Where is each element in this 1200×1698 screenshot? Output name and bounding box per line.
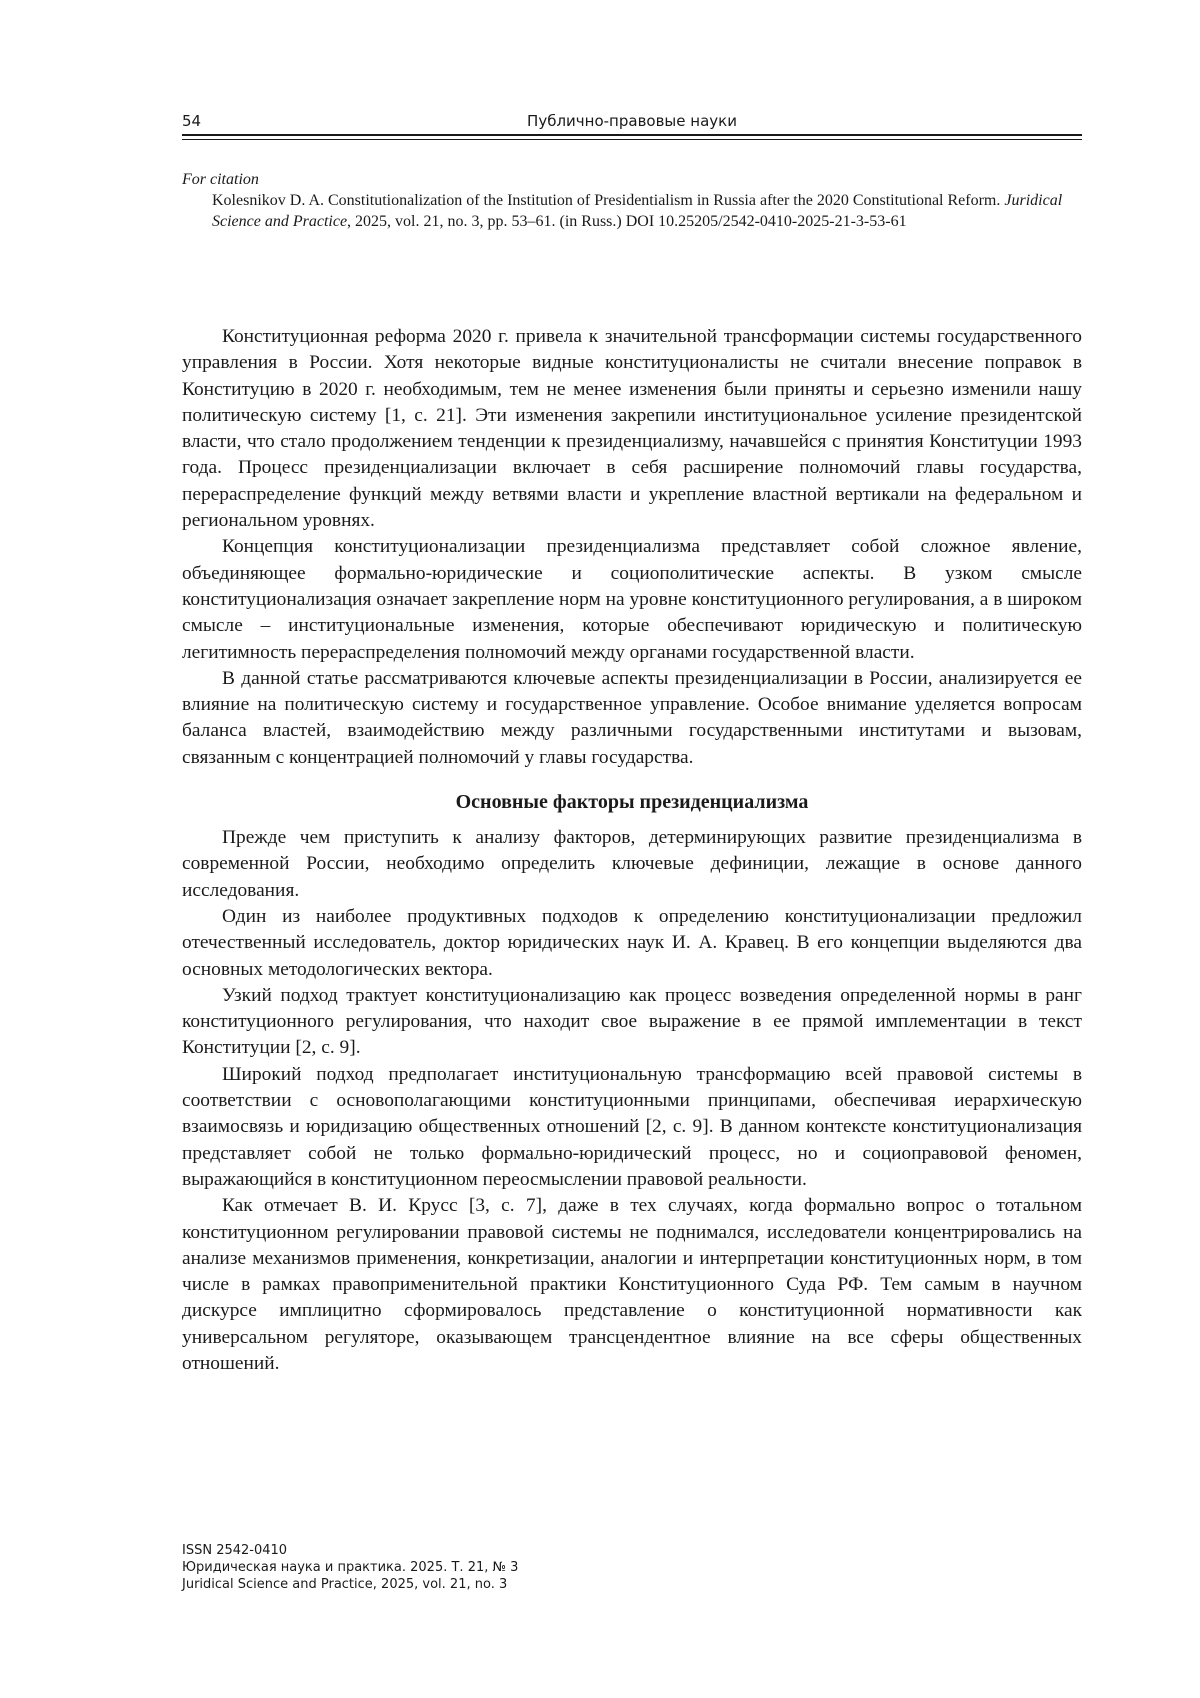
- body-paragraph: Как отмечает В. И. Крусс [3, с. 7], даже в тех случаях, когда формально вопрос о тотальном конституционном регулировании правовой системы не поднимался, исследователи концентрировались на анализе механизмов применения, конкретизации, аналогии и интерпретации конституционных норм, в том числе в рамках правоприменительной практики Конституционного Суда РФ. Тем самым в научном дискурсе имплицитно сформировалось представление о конституционной нормативности как универсальном регуляторе, оказывающем трансцендентное влияние на все сферы общественных отношений.: [182, 1195, 1082, 1374]
- body-paragraph: Узкий подход трактует конституционализацию как процесс возведения определенной нормы в ранг конституционного регулирования, что находит свое выражение в ее прямой имплементации в текст Конституции [2, с. 9].: [182, 984, 1082, 1059]
- body-paragraph: Прежде чем приступить к анализу факторов, детерминирующих развитие президенциализма в современной России, необходимо определить ключевые дефиниции, лежащие в основе данного исследования.: [182, 827, 1082, 901]
- citation-journal: Juridical Science and Practice: [212, 192, 1063, 230]
- citation-label: For citation: [182, 171, 259, 188]
- header-rule-thin: [182, 139, 1082, 140]
- section-heading: Основные факторы президенциализма: [455, 791, 809, 814]
- running-title: Публично-правовые науки: [527, 112, 737, 130]
- page-header: [182, 112, 1082, 134]
- citation-text: [212, 190, 1082, 232]
- article-body: [182, 324, 1082, 1377]
- body-paragraph: Один из наиболее продуктивных подходов к определению конституционализации предложил отечественный исследователь, доктор юридических наук И. А. Кравец. В его концепции выделяются два основных методологических вектора.: [182, 905, 1082, 980]
- body-paragraph: Широкий подход предполагает институциональную трансформацию всей правовой системы в соответствии с основополагающими конституционными принципами, обеспечивая иерархическую взаимосвязь и юридизацию общественных отношений [2, с. 9]. В данном контексте конституционализация представляет собой не только формально-юридический процесс, но и социоправовой феномен, выражающийся в конституционном переосмыслении правовой реальности.: [182, 1063, 1082, 1190]
- citation-authors-title: Kolesnikov D. A. Constitutionalization of the Institution of Presidentialism in Russia after the 2020 Constitutional Reform.: [212, 192, 1005, 209]
- citation-details: , 2025, vol. 21, no. 3, pp. 53–61. (in Russ.) DOI 10.25205/2542-0410-2025-21-3-53-61: [347, 213, 907, 230]
- body-paragraph: Конституционная реформа 2020 г. привела к значительной трансформации системы государственного управления в России. Хотя некоторые видные конституционалисты не считали внесение поправок в Конституцию в 2020 г. необходимым, тем не менее изменения были приняты и серьезно изменили нашу политическую систему [1, с. 21]. Эти изменения закрепили институциональное усиление президентской власти, что стало продолжением тенденции к президенциализму, начавшейся с принятия Конституции 1993 года. Процесс президенциализации включает в себя расширение полномочий главы государства, перераспределение функций между ветвями власти и укрепление властной вертикали на федеральном и региональном уровнях.: [182, 326, 1082, 532]
- body-paragraph: В данной статье рассматриваются ключевые аспекты президенциализации в России, анализируется ее влияние на политическую систему и государственное управление. Особое внимание уделяется вопросам баланса властей, взаимодействию между различными государственными институтами и вызовам, связанным с концентрацией полномочий у главы государства.: [182, 667, 1082, 768]
- page-footer: [182, 1542, 782, 1593]
- footer-issn: ISSN 2542-0410: [182, 1543, 288, 1558]
- footer-journal-ru: Юридическая наука и практика. 2025. Т. 21, № 3: [182, 1560, 519, 1575]
- citation-block: [182, 169, 1082, 232]
- page-number: 54: [182, 112, 202, 130]
- header-rule-thick: [182, 134, 1082, 136]
- footer-journal-en: Juridical Science and Practice, 2025, vol. 21, no. 3: [182, 1577, 508, 1592]
- body-paragraph: Концепция конституционализации президенциализма представляет собой сложное явление, объединяющее формально-юридические и социополитические аспекты. В узком смысле конституционализация означает закрепление норм на уровне конституционного регулирования, а в широком смысле – институциональные изменения, которые обеспечивают юридическую и политическую легитимность перераспределения полномочий между органами государственной власти.: [182, 536, 1082, 663]
